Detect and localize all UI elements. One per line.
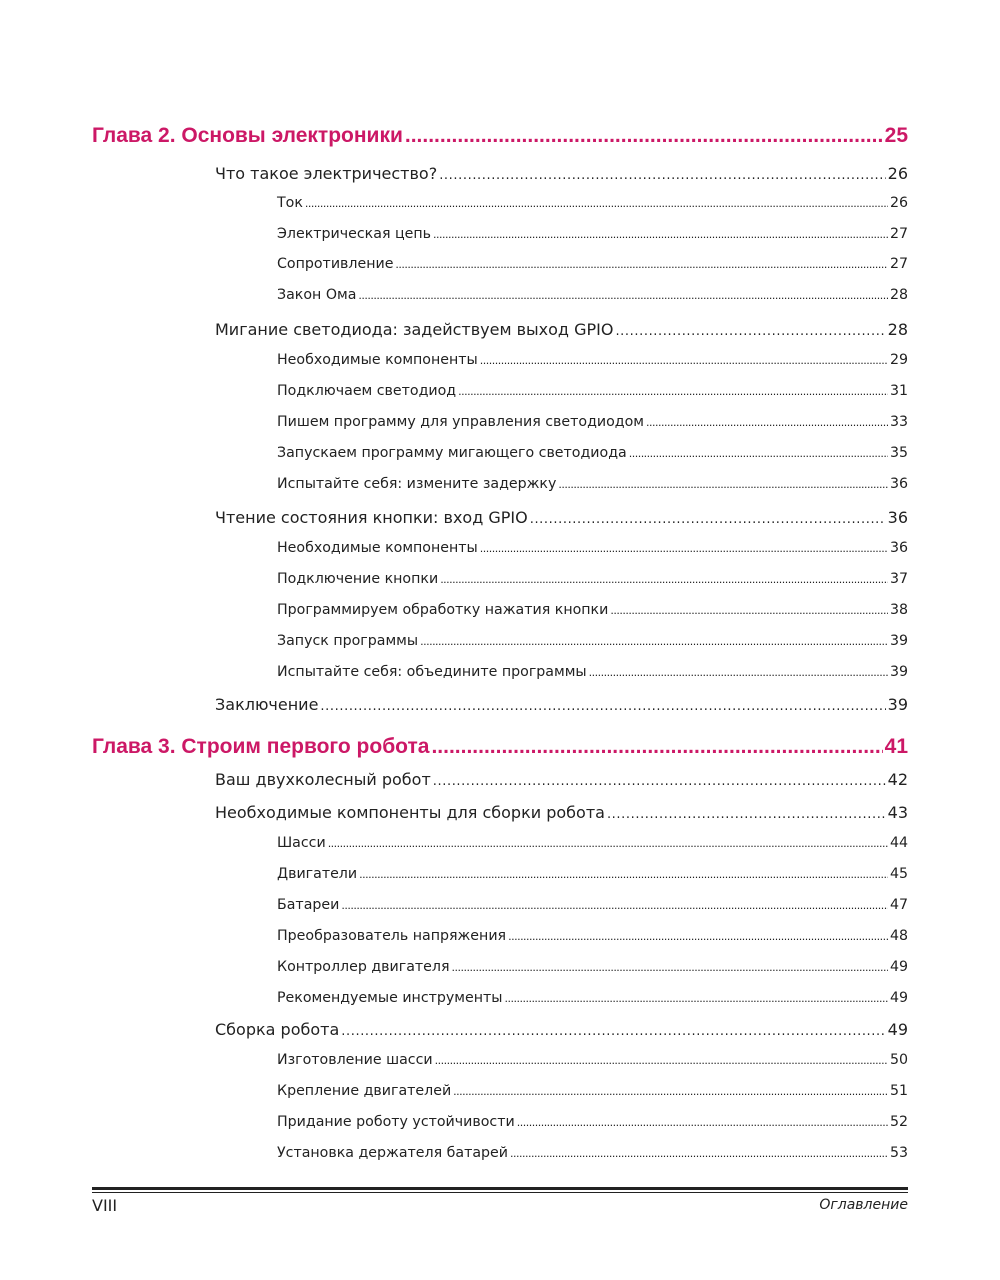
- toc-entry-page: 26: [887, 164, 908, 183]
- toc-entry-page: 43: [887, 803, 908, 822]
- toc-entry-title: Глава 2. Основы электроники: [92, 124, 403, 147]
- toc-entry-title: Ток: [277, 195, 303, 211]
- toc-sub-entry: [277, 664, 908, 686]
- toc-leader-dots: [530, 512, 886, 527]
- toc-entry-page: 36: [889, 540, 908, 556]
- toc-leader-dots: [341, 1024, 885, 1039]
- toc-entry-title: Глава 3. Строим первого робота: [92, 735, 430, 758]
- toc-entry-page: 29: [889, 352, 908, 368]
- toc-entry-title: Сопротивление: [277, 256, 394, 272]
- toc-entry-page: 28: [889, 287, 908, 303]
- toc-leader-dots: [453, 1085, 888, 1098]
- toc-leader-dots: [420, 635, 888, 648]
- toc-entry-title: Чтение состояния кнопки: вход GPIO: [215, 508, 528, 527]
- toc-leader-dots: [615, 324, 885, 339]
- toc-entry-title: Сборка робота: [215, 1020, 340, 1039]
- toc-entry-title: Шасси: [277, 835, 326, 851]
- toc-leader-dots: [358, 289, 888, 302]
- toc-sub-entry: [277, 1114, 908, 1136]
- toc-entry-title: Придание роботу устойчивости: [277, 1114, 515, 1130]
- toc-sub-entry: [277, 445, 908, 467]
- toc-entry-page: 27: [889, 226, 908, 242]
- toc-leader-dots: [629, 447, 888, 460]
- toc-leader-dots: [508, 930, 888, 943]
- footer-running-title: Оглавление: [819, 1197, 908, 1213]
- toc-sub-entry: [277, 226, 908, 248]
- toc-entry-page: 39: [889, 633, 908, 649]
- toc-chapter-entry: [92, 124, 908, 152]
- toc-entry-page: 49: [887, 1020, 908, 1039]
- toc-entry-page: 47: [889, 897, 908, 913]
- toc-leader-dots: [433, 228, 888, 241]
- toc-entry-title: Необходимые компоненты для сборки робота: [215, 803, 605, 822]
- toc-sub-entry: [277, 287, 908, 309]
- toc-leader-dots: [480, 354, 888, 367]
- toc-sub-entry: [277, 835, 908, 857]
- toc-entry-page: 28: [887, 320, 908, 339]
- toc-leader-dots: [405, 124, 883, 148]
- toc-leader-dots: [440, 573, 888, 586]
- toc-leader-dots: [359, 868, 888, 881]
- toc-leader-dots: [433, 774, 886, 789]
- toc-entry-page: 31: [889, 383, 908, 399]
- toc-leader-dots: [589, 666, 888, 679]
- toc-entry-title: Установка держателя батарей: [277, 1145, 508, 1161]
- toc-entry-page: 35: [889, 445, 908, 461]
- toc-entry-page: 36: [889, 476, 908, 492]
- toc-entry-title: Контроллер двигателя: [277, 959, 450, 975]
- toc-leader-dots: [452, 961, 888, 974]
- toc-sub-entry: [277, 1052, 908, 1074]
- toc-entry-title: Рекомендуемые инструменты: [277, 990, 503, 1006]
- toc-sub-entry: [277, 195, 908, 217]
- toc-leader-dots: [646, 416, 888, 429]
- toc-entry-page: 41: [884, 735, 908, 758]
- toc-entry-page: 48: [889, 928, 908, 944]
- toc-entry-page: 33: [889, 414, 908, 430]
- toc-sub-entry: [277, 1083, 908, 1105]
- toc-entry-title: Программируем обработку нажатия кнопки: [277, 602, 609, 618]
- footer-page-number: VIII: [92, 1196, 118, 1215]
- toc-entry-page: 50: [889, 1052, 908, 1068]
- toc-entry-page: 38: [889, 602, 908, 618]
- toc-leader-dots: [607, 807, 886, 822]
- toc-section-entry: [215, 164, 908, 188]
- toc-entry-title: Пишем программу для управления светодиодом: [277, 414, 644, 430]
- toc-entry-page: 36: [887, 508, 908, 527]
- toc-section-entry: [215, 770, 908, 794]
- toc-sub-entry: [277, 990, 908, 1012]
- toc-entry-page: 53: [889, 1145, 908, 1161]
- toc-leader-dots: [395, 258, 888, 271]
- toc-entry-page: 49: [889, 959, 908, 975]
- toc-leader-dots: [328, 837, 888, 850]
- toc-sub-entry: [277, 959, 908, 981]
- toc-entry-title: Заключение: [215, 695, 319, 714]
- toc-chapter-entry: [92, 735, 908, 763]
- toc-entry-page: 27: [889, 256, 908, 272]
- toc-section-entry: [215, 695, 908, 719]
- toc-entry-page: 49: [889, 990, 908, 1006]
- toc-entry-title: Запускаем программу мигающего светодиода: [277, 445, 627, 461]
- toc-entry-page: 51: [889, 1083, 908, 1099]
- toc-entry-page: 52: [889, 1114, 908, 1130]
- toc-entry-title: Батареи: [277, 897, 340, 913]
- toc-entry-title: Крепление двигателей: [277, 1083, 452, 1099]
- toc-sub-entry: [277, 540, 908, 562]
- toc-leader-dots: [439, 168, 885, 183]
- toc-leader-dots: [504, 992, 887, 1005]
- toc-entry-page: 39: [889, 664, 908, 680]
- toc-entry-title: Изготовление шасси: [277, 1052, 433, 1068]
- toc-entry-title: Испытайте себя: объедините программы: [277, 664, 587, 680]
- toc-leader-dots: [510, 1147, 888, 1160]
- toc-entry-page: 44: [889, 835, 908, 851]
- toc-entry-page: 45: [889, 866, 908, 882]
- toc-sub-entry: [277, 897, 908, 919]
- toc-entry-title: Что такое электричество?: [215, 164, 438, 183]
- toc-entry-title: Электрическая цепь: [277, 226, 432, 242]
- toc-sub-entry: [277, 633, 908, 655]
- toc-entry-page: 42: [887, 770, 908, 789]
- toc-entry-title: Испытайте себя: измените задержку: [277, 476, 557, 492]
- toc-entry-title: Необходимые компоненты: [277, 540, 478, 556]
- toc-entry-title: Необходимые компоненты: [277, 352, 478, 368]
- toc-sub-entry: [277, 1145, 908, 1167]
- toc-entry-title: Мигание светодиода: задействуем выход GPIO: [215, 320, 614, 339]
- toc-sub-entry: [277, 414, 908, 436]
- toc-section-entry: [215, 1020, 908, 1044]
- toc-section-entry: [215, 508, 908, 532]
- toc-sub-entry: [277, 256, 908, 278]
- toc-sub-entry: [277, 928, 908, 950]
- toc-sub-entry: [277, 571, 908, 593]
- toc-entry-page: 39: [887, 695, 908, 714]
- toc-entry-title: Закон Ома: [277, 287, 357, 303]
- toc-entry-title: Подключение кнопки: [277, 571, 439, 587]
- toc-leader-dots: [320, 699, 885, 714]
- toc-entry-title: Двигатели: [277, 866, 358, 882]
- footer-rule-thick: [92, 1187, 908, 1190]
- toc-entry-page: 26: [889, 195, 908, 211]
- toc-entry-title: Подключаем светодиод: [277, 383, 457, 399]
- toc-sub-entry: [277, 602, 908, 624]
- toc-leader-dots: [517, 1116, 888, 1129]
- toc-sub-entry: [277, 866, 908, 888]
- toc-section-entry: [215, 320, 908, 344]
- toc-leader-dots: [435, 1054, 888, 1067]
- toc-leader-dots: [458, 385, 888, 398]
- toc-entry-page: 25: [884, 124, 908, 147]
- toc-leader-dots: [480, 542, 888, 555]
- toc-leader-dots: [305, 197, 888, 210]
- toc-sub-entry: [277, 352, 908, 374]
- toc-sub-entry: [277, 383, 908, 405]
- footer-rule-thin: [92, 1192, 908, 1193]
- toc-entry-title: Ваш двухколесный робот: [215, 770, 431, 789]
- toc-entry-title: Преобразователь напряжения: [277, 928, 507, 944]
- toc-leader-dots: [431, 735, 882, 759]
- toc-leader-dots: [558, 478, 888, 491]
- toc-leader-dots: [341, 899, 888, 912]
- toc-entry-page: 37: [889, 571, 908, 587]
- toc-entry-title: Запуск программы: [277, 633, 419, 649]
- toc-leader-dots: [610, 604, 888, 617]
- toc-section-entry: [215, 803, 908, 827]
- toc-sub-entry: [277, 476, 908, 498]
